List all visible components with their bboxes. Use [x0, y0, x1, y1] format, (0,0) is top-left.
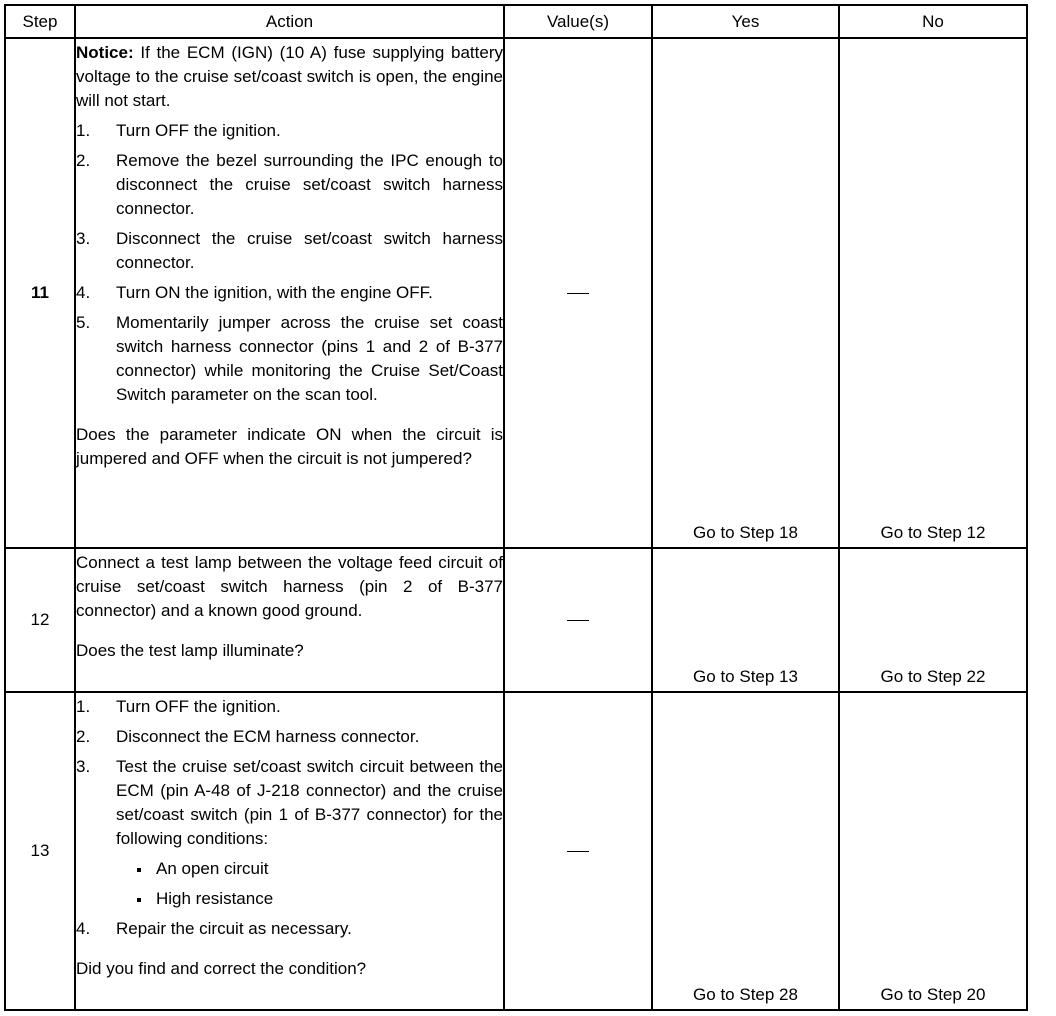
instruction-number: 3. [76, 229, 91, 248]
instruction-item [76, 311, 503, 407]
yes-link: Go to Step 18 [693, 523, 798, 542]
value-dash [567, 851, 589, 852]
notice-label: Notice: [76, 43, 134, 62]
instruction-text: Disconnect the ECM harness connector. [116, 727, 420, 746]
instruction-text: Disconnect the cruise set/coast switch harness connector. [116, 229, 503, 272]
instruction-list [76, 695, 503, 941]
instruction-item [76, 227, 503, 275]
header-values: Value(s) [504, 5, 652, 38]
no-link: Go to Step 12 [880, 523, 986, 542]
header-yes: Yes [652, 5, 839, 38]
yes-link: Go to Step 28 [693, 985, 798, 1004]
instruction-text: Turn OFF the ignition. [116, 121, 281, 140]
instruction-text: Test the cruise set/coast switch circuit between the ECM (pin A-48 of J-218 connector) and the cruise set/coast switch (pin 1 of B-377 connector) for the following conditions: [116, 757, 503, 848]
step-number: 13 [5, 692, 75, 1010]
instruction-list [76, 119, 503, 407]
instruction-number: 1. [76, 121, 91, 140]
header-no: No [839, 5, 1027, 38]
no-link: Go to Step 22 [880, 667, 986, 686]
action-cell [75, 548, 504, 692]
instruction-text: Turn ON the ignition, with the engine OFF. [116, 283, 433, 302]
diagnostic-table [4, 4, 1028, 1011]
table-row-step-11 [5, 38, 1027, 548]
no-cell [839, 38, 1027, 548]
notice [76, 41, 503, 113]
value-cell [504, 38, 652, 548]
instruction-item [76, 755, 503, 911]
instruction-item [76, 725, 503, 749]
instruction-item [76, 695, 503, 719]
step-number: 11 [5, 38, 75, 548]
value-cell [504, 692, 652, 1010]
instruction-item [76, 149, 503, 221]
condition-list [116, 857, 503, 911]
action-cell [75, 38, 504, 548]
instruction-number: 1. [76, 697, 91, 716]
instruction-item [76, 119, 503, 143]
condition-item: High resistance [136, 887, 503, 911]
instruction-item [76, 917, 503, 941]
instruction-item [76, 281, 503, 305]
instruction-text: Momentarily jumper across the cruise set coast switch harness connector (pins 1 and 2 of B-377 connector) while monitoring the Cruise Set/Coast Switch parameter on the scan tool. [116, 313, 503, 404]
instruction-intro: Connect a test lamp between the voltage feed circuit of cruise set/coast switch harness (pin 2 of B-377 connector) and a known good ground. [76, 553, 503, 620]
table-row-step-12 [5, 548, 1027, 692]
table-row-step-13 [5, 692, 1027, 1010]
question: Does the test lamp illuminate? [76, 641, 304, 660]
no-cell [839, 692, 1027, 1010]
header-row [5, 5, 1027, 38]
instruction-number: 4. [76, 919, 91, 938]
no-cell [839, 548, 1027, 692]
condition-item: An open circuit [136, 857, 503, 881]
value-dash [567, 620, 589, 621]
question: Did you find and correct the condition? [76, 959, 367, 978]
yes-link: Go to Step 13 [693, 667, 798, 686]
instruction-number: 2. [76, 727, 91, 746]
header-step: Step [5, 5, 75, 38]
instruction-number: 4. [76, 283, 91, 302]
header-action: Action [75, 5, 504, 38]
instruction-number: 5. [76, 313, 91, 332]
question: Does the parameter indicate ON when the circuit is jumpered and OFF when the circuit is not jumpered? [76, 425, 503, 468]
step-number: 12 [5, 548, 75, 692]
no-link: Go to Step 20 [880, 985, 986, 1004]
yes-cell [652, 692, 839, 1010]
instruction-text: Remove the bezel surrounding the IPC enough to disconnect the cruise set/coast switch harness connector. [116, 151, 503, 218]
value-dash [567, 293, 589, 294]
value-cell [504, 548, 652, 692]
notice-text: If the ECM (IGN) (10 A) fuse supplying battery voltage to the cruise set/coast switch is open, the engine will not start. [76, 43, 503, 110]
instruction-text: Turn OFF the ignition. [116, 697, 281, 716]
action-cell [75, 692, 504, 1010]
instruction-number: 2. [76, 151, 91, 170]
instruction-text: Repair the circuit as necessary. [116, 919, 352, 938]
instruction-number: 3. [76, 757, 91, 776]
yes-cell [652, 548, 839, 692]
yes-cell [652, 38, 839, 548]
